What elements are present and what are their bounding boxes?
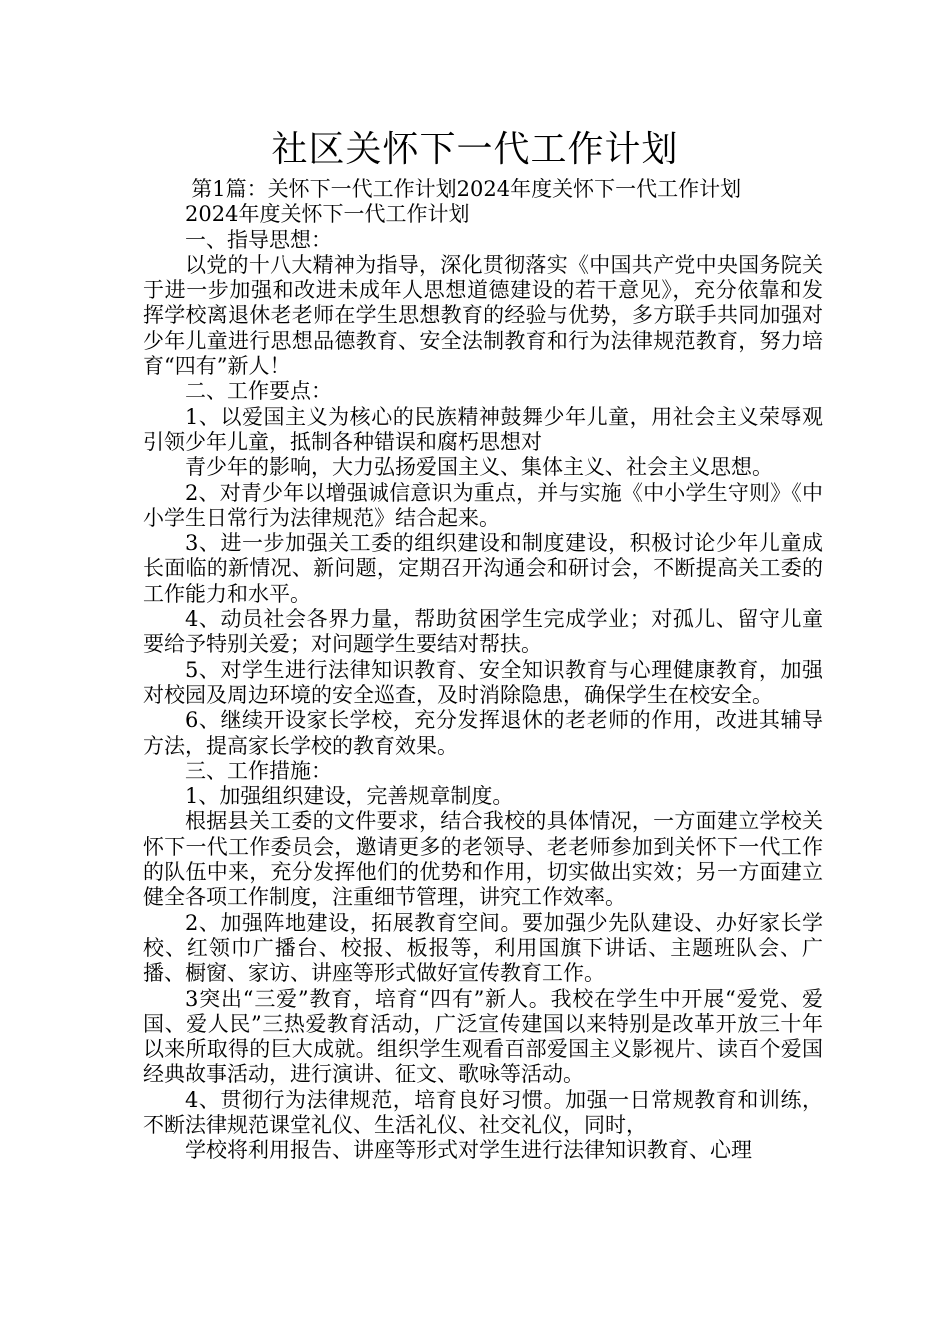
paragraph: 以党的十八大精神为指导，深化贯彻落实《中国共产党中央国务院关于进一步加强和改进未成年人思想道德建设的若干意见》，充分依靠和发挥学校离退休老老师在学生思想教育的经验与优势，多方联手共同加强对少年儿童进行思想品德教育、安全法制教育和行为法律规范教育，努力培育“四有”新人！: [143, 252, 823, 379]
section-heading-work-measures: 三、工作措施：: [185, 758, 332, 783]
document-body: [143, 177, 823, 1164]
section-heading-guiding-ideology: 一、指导思想：: [185, 227, 332, 252]
paragraph: 5、对学生进行法律知识教育、安全知识教育与心理健康教育，加强对校园及周边环境的安全巡查，及时消除隐患，确保学生在校安全。: [143, 657, 823, 707]
paragraph: 4、贯彻行为法律规范，培育良好习惯。加强一日常规教育和训练，不断法律规范课堂礼仪、生活礼仪、社交礼仪，同时，: [143, 1087, 823, 1137]
paragraph: 青少年的影响，大力弘扬爱国主义、集体主义、社会主义思想。: [185, 455, 773, 480]
paragraph: 2、加强阵地建设，拓展教育空间。要加强少先队建设、办好家长学校、红领巾广播台、校报、板报等，利用国旗下讲话、主题班队会、广播、橱窗、家访、讲座等形式做好宣传教育工作。: [143, 910, 823, 986]
paragraph: 6、继续开设家长学校，充分发挥退休的老老师的作用，改进其辅导方法，提高家长学校的教育效果。: [143, 708, 823, 758]
paragraph: 1、加强组织建设，完善规章制度。: [185, 784, 514, 809]
paragraph: 3、进一步加强关工委的组织建设和制度建设，积极讨论少年儿童成长面临的新情况、新问题，定期召开沟通会和研讨会，不断提高关工委的工作能力和水平。: [143, 531, 823, 606]
plan-year-heading: 2024年度关怀下一代工作计划: [185, 202, 470, 227]
paragraph: 2、对青少年以增强诚信意识为重点，并与实施《中小学生守则》《中小学生日常行为法律规范》结合起来。: [143, 480, 823, 530]
paragraph: 1、以爱国主义为核心的民族精神鼓舞少年儿童，用社会主义荣辱观引领少年儿童，抵制各种错误和腐朽思想对: [143, 404, 823, 454]
document-title: 社区关怀下一代工作计划: [271, 129, 679, 170]
section-heading-work-points: 二、工作要点：: [185, 379, 332, 404]
paragraph: 学校将利用报告、讲座等形式对学生进行法律知识教育、心理: [185, 1138, 752, 1163]
chapter-heading: 第1篇：关怀下一代工作计划2024年度关怀下一代工作计划: [191, 177, 742, 201]
paragraph: 3突出“三爱”教育，培育“四有”新人。我校在学生中开展“爱党、爱国、爱人民”三热爱教育活动，广泛宣传建国以来特别是改革开放三十年以来所取得的巨大成就。组织学生观看百部爱国主义影视片、读百个爱国经典故事活动，进行演讲、征文、歌咏等活动。: [143, 986, 823, 1087]
paragraph: 根据县关工委的文件要求，结合我校的具体情况，一方面建立学校关怀下一代工作委员会，邀请更多的老领导、老老师参加到关怀下一代工作的队伍中来，充分发挥他们的优势和作用，切实做出实效；另一方面建立健全各项工作制度，注重细节管理，讲究工作效率。: [143, 809, 823, 910]
paragraph: 4、动员社会各界力量，帮助贫困学生完成学业；对孤儿、留守儿童要给予特别关爱；对问题学生要结对帮扶。: [143, 607, 823, 657]
